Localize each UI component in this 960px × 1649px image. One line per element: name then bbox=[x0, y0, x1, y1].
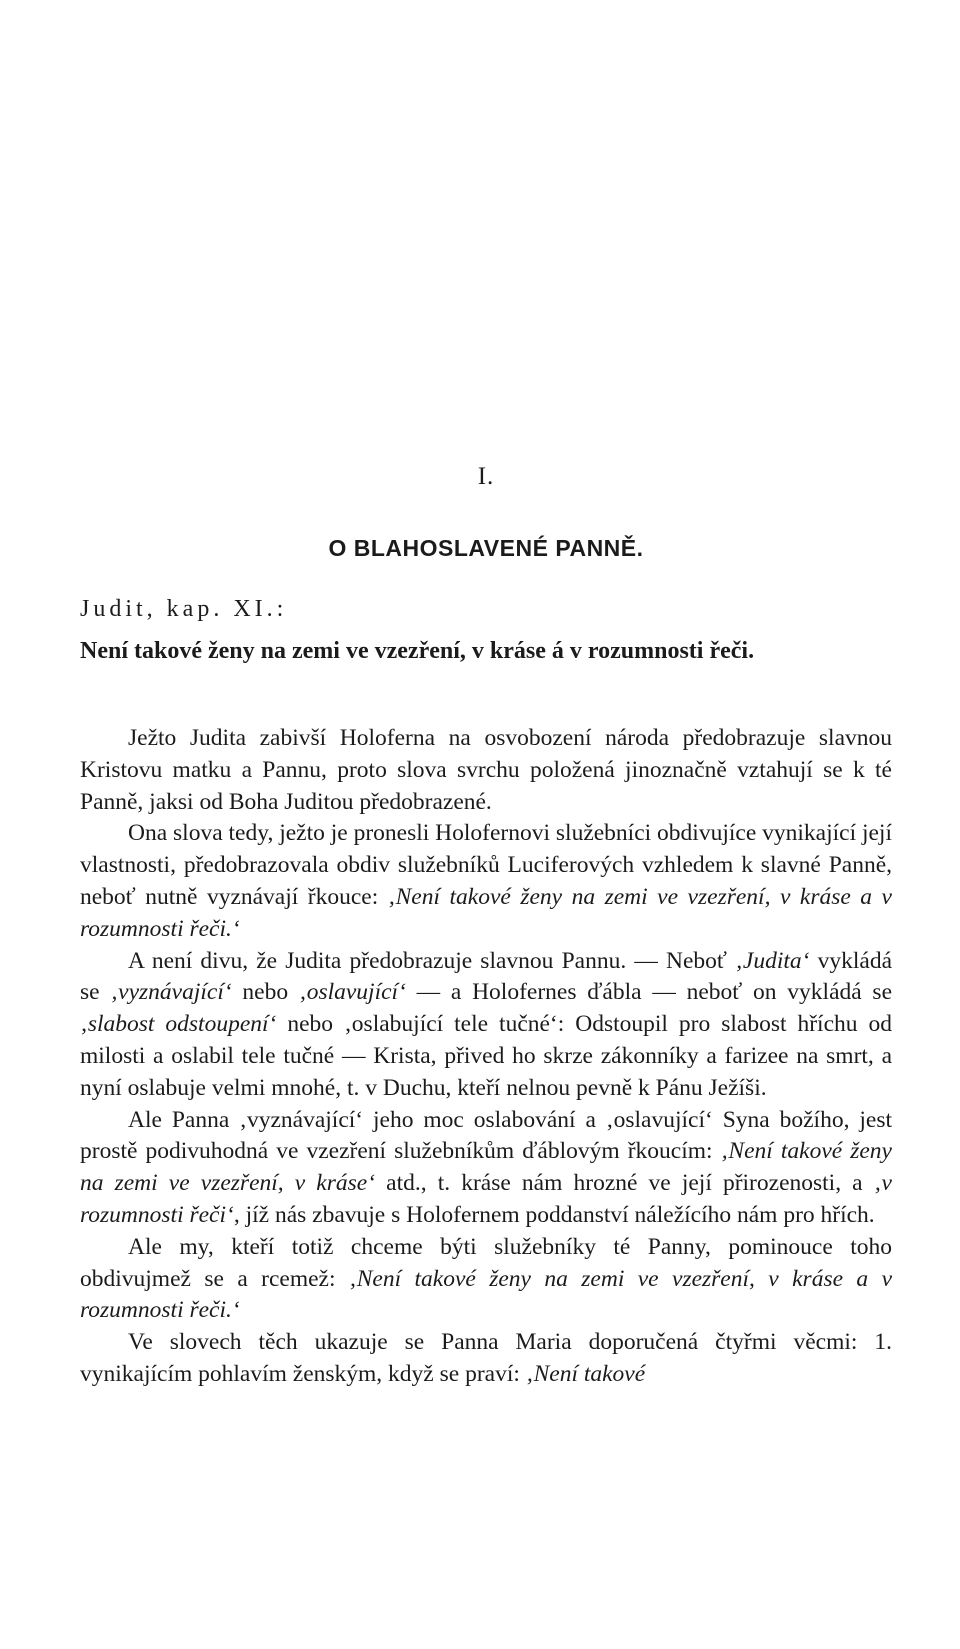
body-text bbox=[80, 723, 892, 1391]
italic-quote: ‚slabost odstoupení‘ bbox=[80, 1011, 277, 1038]
text-run: atd., t. kráse nám hrozné ve její přirozenosti, a bbox=[375, 1170, 874, 1197]
text-run: Ale my, kteří totiž chceme býti služebníky té Panny, pominouce toho obdivujmež se a rcemež: bbox=[80, 1233, 892, 1292]
paragraph bbox=[80, 1105, 892, 1232]
text-run: Ve slovech těch ukazuje se Panna Maria doporučená čtyřmi věcmi: 1. vynikajícím pohlavím ženským, když se praví: bbox=[80, 1329, 892, 1387]
text-run: A není divu, že Judita předobrazuje slavnou Pannu. — Neboť bbox=[128, 947, 736, 974]
italic-quote: ‚Judita‘ bbox=[735, 947, 810, 974]
paragraph bbox=[80, 1327, 892, 1391]
chapter-number: I. bbox=[477, 463, 495, 490]
text-run: Ale Panna ‚vyznávající‘ jeho moc oslabování a ‚oslavující‘ Syna božího, jest prostě podivuhodná ve vzezření služebníkům ďáblovým řkoucím: bbox=[80, 1106, 892, 1165]
italic-quote: ‚vyznávající‘ bbox=[110, 979, 232, 1006]
text-run: , jíž nás zbavuje s Holofernem poddanství náležícího nám pro hřích. bbox=[233, 1201, 875, 1228]
paragraph bbox=[80, 723, 892, 818]
text-run: — a Holofernes ďábla — neboť on vykládá se bbox=[405, 979, 893, 1006]
italic-quote: ‚Není takové bbox=[525, 1360, 646, 1387]
text-run: Ona slova tedy, ježto je pronesli Holofernovi služebníci obdivujíce vynikající její vlastnosti, předobrazovala obdiv služebníků Luciferových vzhledem k slavné Panně, neboť nutně vyznávají řkouce: bbox=[80, 820, 892, 910]
italic-quote: ‚v rozumnosti řeči‘ bbox=[80, 1170, 892, 1228]
document-page bbox=[80, 0, 892, 1649]
text-run: vykládá se bbox=[80, 947, 893, 1006]
text-run: nebo bbox=[231, 979, 299, 1006]
italic-quote: ‚Není takové ženy na zemi ve vzezření, v kráse a v rozumnosti řeči.‘ bbox=[80, 1265, 892, 1324]
chapter-title: O BLAHOSLAVENÉ PANNĚ. bbox=[328, 535, 644, 561]
scripture-source: Judit, kap. XI.: bbox=[80, 596, 288, 622]
italic-quote: ‚Není takové ženy na zemi ve vzezření, v kráse a v rozumnosti řeči.‘ bbox=[80, 883, 892, 942]
italic-quote: ‚Není takové ženy na zemi ve vzezření, v kráse‘ bbox=[80, 1138, 892, 1197]
text-run: nebo ‚oslabující tele tučné‘: Odstoupil pro slabost hříchu od milosti a oslabil tele tučné — Krista, přived ho skrze zákonníky a farizee na smrt, a nyní oslabuje velmi mnohé, t. v Duchu, kteří nelnou pevně k Pánu Ježíši. bbox=[80, 1011, 892, 1101]
italic-quote: ‚oslavující‘ bbox=[298, 979, 406, 1006]
paragraph bbox=[80, 818, 892, 945]
text-run: Ježto Judita zabivší Holoferna na osvobození národa předobrazuje slavnou Kristovu matku a Pannu, proto slova svrchu položená jinoznačně vztahují se k té Panně, jaksi od Boha Juditou předobrazené. bbox=[80, 725, 892, 815]
scripture-motto: Není takové ženy na zemi ve vzezření, v kráse á v rozumnosti řeči. bbox=[80, 638, 755, 664]
paragraph bbox=[80, 1232, 892, 1327]
paragraph bbox=[80, 946, 892, 1105]
